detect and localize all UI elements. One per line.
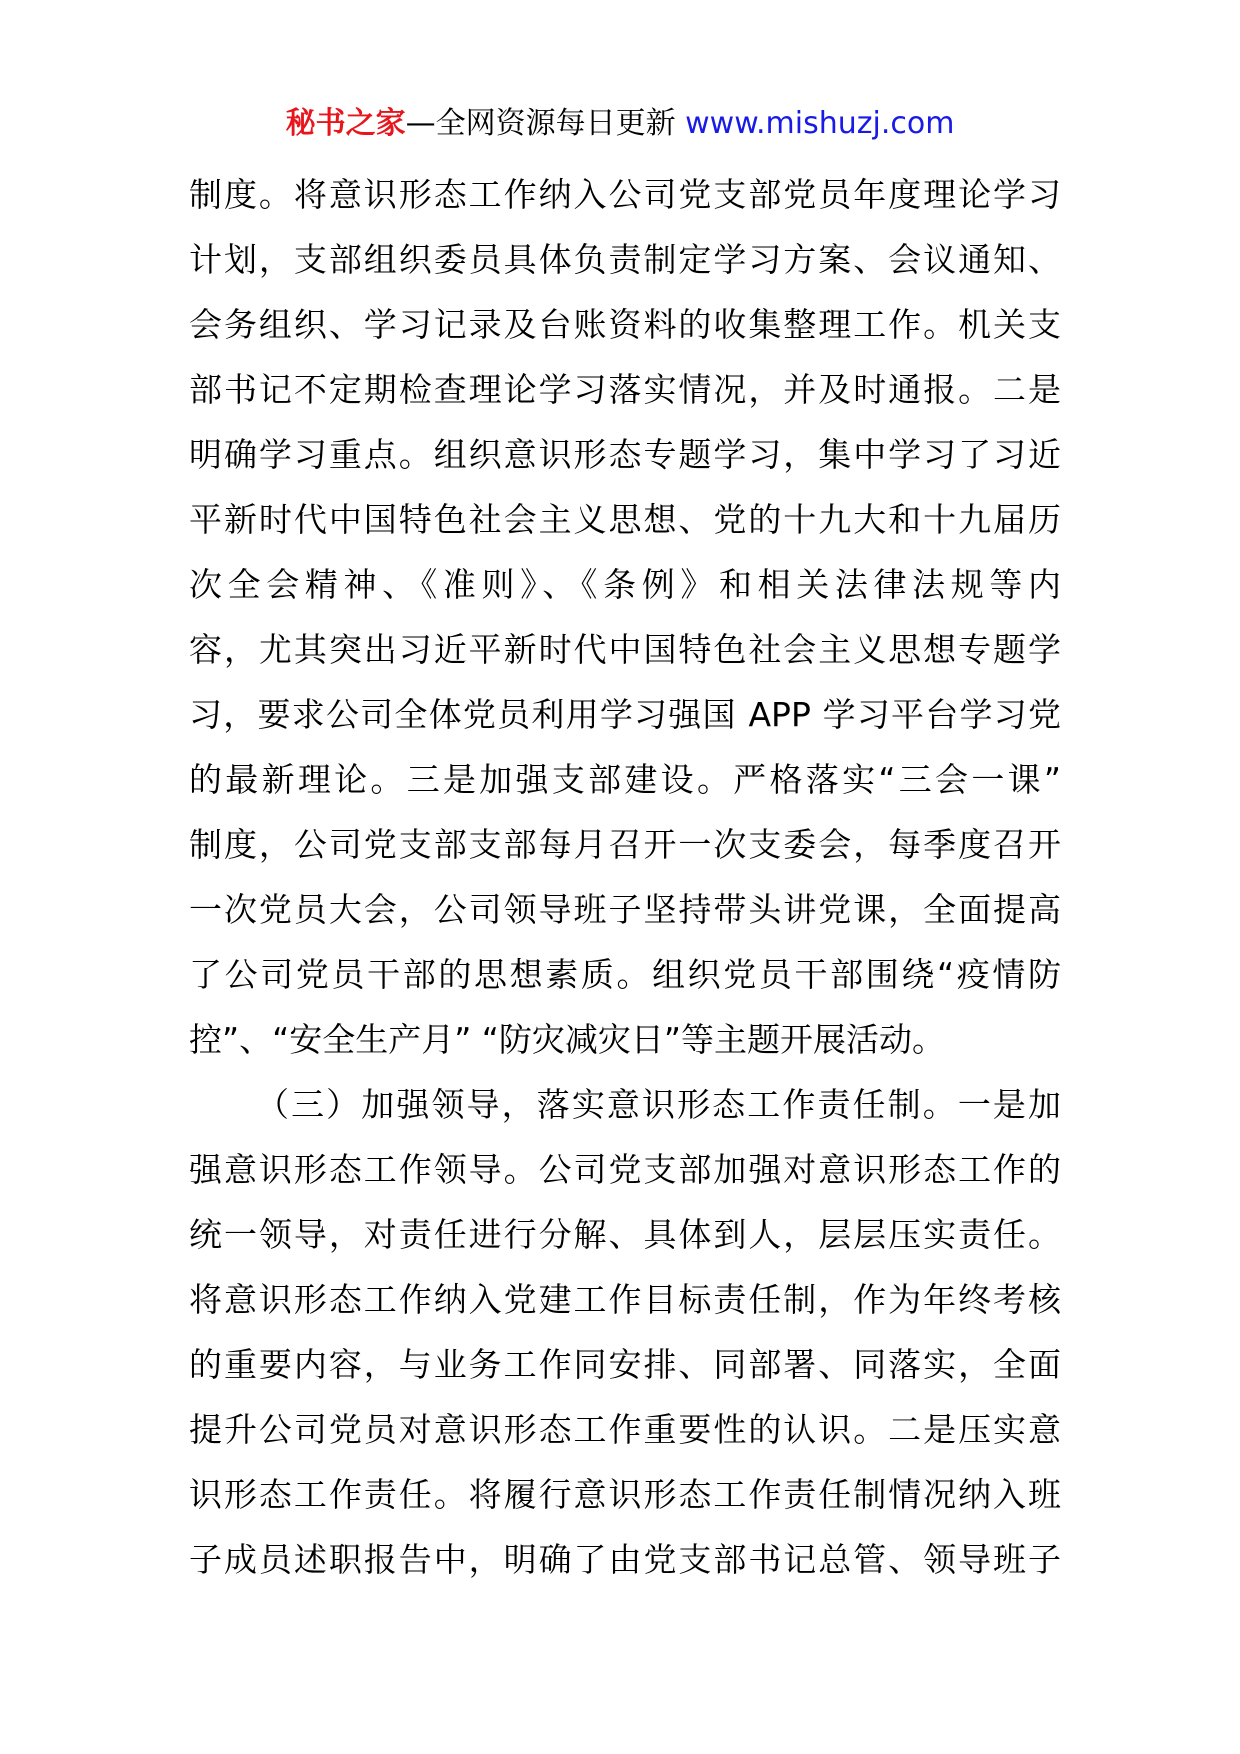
section-heading-line: （三）加强领导，落实意识形态工作责任制。一是加 [256,1085,1061,1124]
text-line: 子成员述职报告中，明确了由党支部书记总管、领导班子 [189,1540,1061,1579]
text-line: 提升公司党员对意识形态工作重要性的认识。二是压实意 [189,1410,1061,1449]
page-header [0,102,1240,146]
text-line: 识形态工作责任。将履行意识形态工作责任制情况纳入班 [189,1475,1061,1514]
text-line: 制度。将意识形态工作纳入公司党支部党员年度理论学习 [189,175,1061,214]
text-line: 控”、“安全生产月” “防灾减灾日”等主题开展活动。 [189,1020,945,1059]
text-line: 平新时代中国特色社会主义思想、党的十九大和十九届历 [189,500,1061,539]
text-line: 一次党员大会，公司领导班子坚持带头讲党课，全面提高 [189,890,1061,929]
text-line: 了公司党员干部的思想素质。组织党员干部围绕“疫情防 [189,955,1061,994]
text-line: 制度，公司党支部支部每月召开一次支委会，每季度召开 [189,825,1061,864]
text-line: 次全会精神、《准则》、《条例》和相关法律法规等内 [189,565,1061,604]
text-line: 习，要求公司全体党员利用学习强国 APP 学习平台学习党 [189,695,1061,734]
header-brand: 秘书之家 [285,106,406,141]
text-line: 将意识形态工作纳入党建工作目标责任制，作为年终考核 [189,1280,1061,1319]
text-line: 统一领导，对责任进行分解、具体到人，层层压实责任。 [189,1215,1061,1254]
header-tagline: —全网资源每日更新 [405,106,676,141]
text-line: 强意识形态工作领导。公司党支部加强对意识形态工作的 [189,1150,1061,1189]
text-line: 的重要内容，与业务工作同安排、同部署、同落实，全面 [189,1345,1061,1384]
text-line: 部书记不定期检查理论学习落实情况，并及时通报。二是 [189,370,1061,409]
text-line: 的最新理论。三是加强支部建设。严格落实“三会一课” [189,760,1061,799]
text-line: 会务组织、学习记录及台账资料的收集整理工作。机关支 [189,305,1061,344]
document-body [189,162,1061,1592]
text-line: 容，尤其突出习近平新时代中国特色社会主义思想专题学 [189,630,1061,669]
text-line: 计划，支部组织委员具体负责制定学习方案、会议通知、 [189,240,1061,279]
text-line: 明确学习重点。组织意识形态专题学习，集中学习了习近 [189,435,1061,474]
header-site-url[interactable]: www.mishuzj.com [685,106,955,141]
